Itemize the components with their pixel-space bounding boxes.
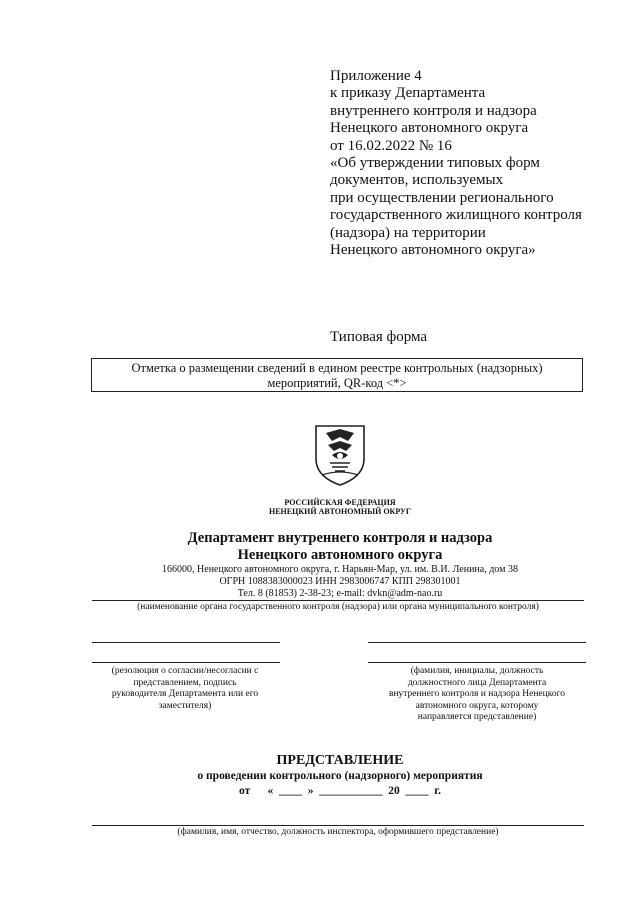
resolution-caption-line: заместителя) bbox=[158, 700, 212, 711]
org-name-rule bbox=[92, 600, 584, 601]
appendix-line: при осуществлении регионального bbox=[330, 189, 554, 206]
appendix-line: «Об утверждении типовых форм bbox=[330, 155, 540, 172]
appendix-line: Приложение 4 bbox=[330, 68, 422, 84]
inspector-rule bbox=[92, 825, 584, 826]
form-type-label: Типовая форма bbox=[330, 329, 428, 345]
addressee-caption-line: должностного лица Департамента bbox=[407, 677, 547, 688]
department-details bbox=[100, 564, 580, 600]
federation-header bbox=[220, 498, 460, 516]
document-title-block bbox=[180, 752, 500, 799]
appendix-line: внутреннего контроля и надзора bbox=[330, 102, 537, 119]
coat-of-arms-icon bbox=[312, 423, 368, 487]
appendix-line: Ненецкого автономного округа» bbox=[330, 242, 536, 259]
date-line: от « ____ » ___________ 20 ____ г. bbox=[238, 785, 442, 797]
resolution-caption-line: представлением, подпись bbox=[133, 677, 237, 688]
ogrn-text: ОГРН 1088383000023 ИНН 2983006747 КПП 298301001 bbox=[219, 576, 461, 587]
addressee-line-2 bbox=[368, 662, 586, 663]
addressee-line bbox=[368, 642, 586, 643]
appendix-block bbox=[330, 68, 582, 259]
appendix-line: документов, используемых bbox=[330, 172, 504, 189]
addressee-caption-line: направляется представление) bbox=[417, 712, 537, 722]
appendix-line: от 16.02.2022 № 16 bbox=[330, 137, 452, 154]
okrug-label: НЕНЕЦКИЙ АВТОНОМНЫЙ ОКРУГ bbox=[268, 507, 411, 516]
addressee-caption-line: (фамилия, инициалы, должность bbox=[410, 666, 544, 676]
document-title: ПРЕДСТАВЛЕНИЕ bbox=[276, 753, 404, 768]
contacts-text: Тел. 8 (81853) 2-38-23; e-mail: dvkn@adm-nao.ru bbox=[237, 588, 443, 599]
appendix-line: Ненецкого автономного округа bbox=[330, 120, 529, 137]
org-name-caption: (наименование органа государственного контроля (надзора) или органа муниципального контроля) bbox=[137, 602, 539, 612]
addressee-caption-line: внутреннего контроля и надзора Ненецкого bbox=[388, 689, 566, 699]
registry-box-line1: Отметка о размещении сведений в едином реестре контрольных (надзорных) bbox=[131, 361, 543, 375]
department-name bbox=[120, 530, 560, 564]
resolution-line-2 bbox=[92, 662, 280, 663]
document-subtitle: о проведении контрольного (надзорного) мероприятия bbox=[197, 770, 483, 782]
resolution-line bbox=[92, 642, 280, 643]
appendix-line: (надзора) на территории bbox=[330, 224, 486, 241]
appendix-line: к приказу Департамента bbox=[330, 85, 486, 102]
federation-label: РОССИЙСКАЯ ФЕДЕРАЦИЯ bbox=[284, 498, 396, 507]
addressee-caption-line: автономного округа, которому bbox=[415, 700, 539, 711]
resolution-caption-line: (резолюция о согласии/несогласии с bbox=[111, 666, 259, 676]
department-name-line1: Департамент внутреннего контроля и надзора bbox=[187, 530, 493, 546]
appendix-line: государственного жилищного контроля bbox=[330, 207, 582, 224]
registry-box-line2: мероприятий, QR-код <*> bbox=[267, 376, 407, 390]
addressee-caption bbox=[366, 666, 588, 724]
resolution-caption bbox=[80, 666, 290, 712]
address-text: 166000, Ненецкого автономного округа, г. Нарьян-Мар, ул. им. В.И. Ленина, дом 38 bbox=[162, 564, 518, 575]
inspector-caption: (фамилия, имя, отчество, должность инспектора, оформившего представление) bbox=[177, 827, 499, 837]
resolution-caption-line: руководителя Департамента или его bbox=[111, 689, 259, 699]
department-name-line2: Ненецкого автономного округа bbox=[237, 547, 443, 563]
registry-qr-box bbox=[91, 358, 583, 392]
